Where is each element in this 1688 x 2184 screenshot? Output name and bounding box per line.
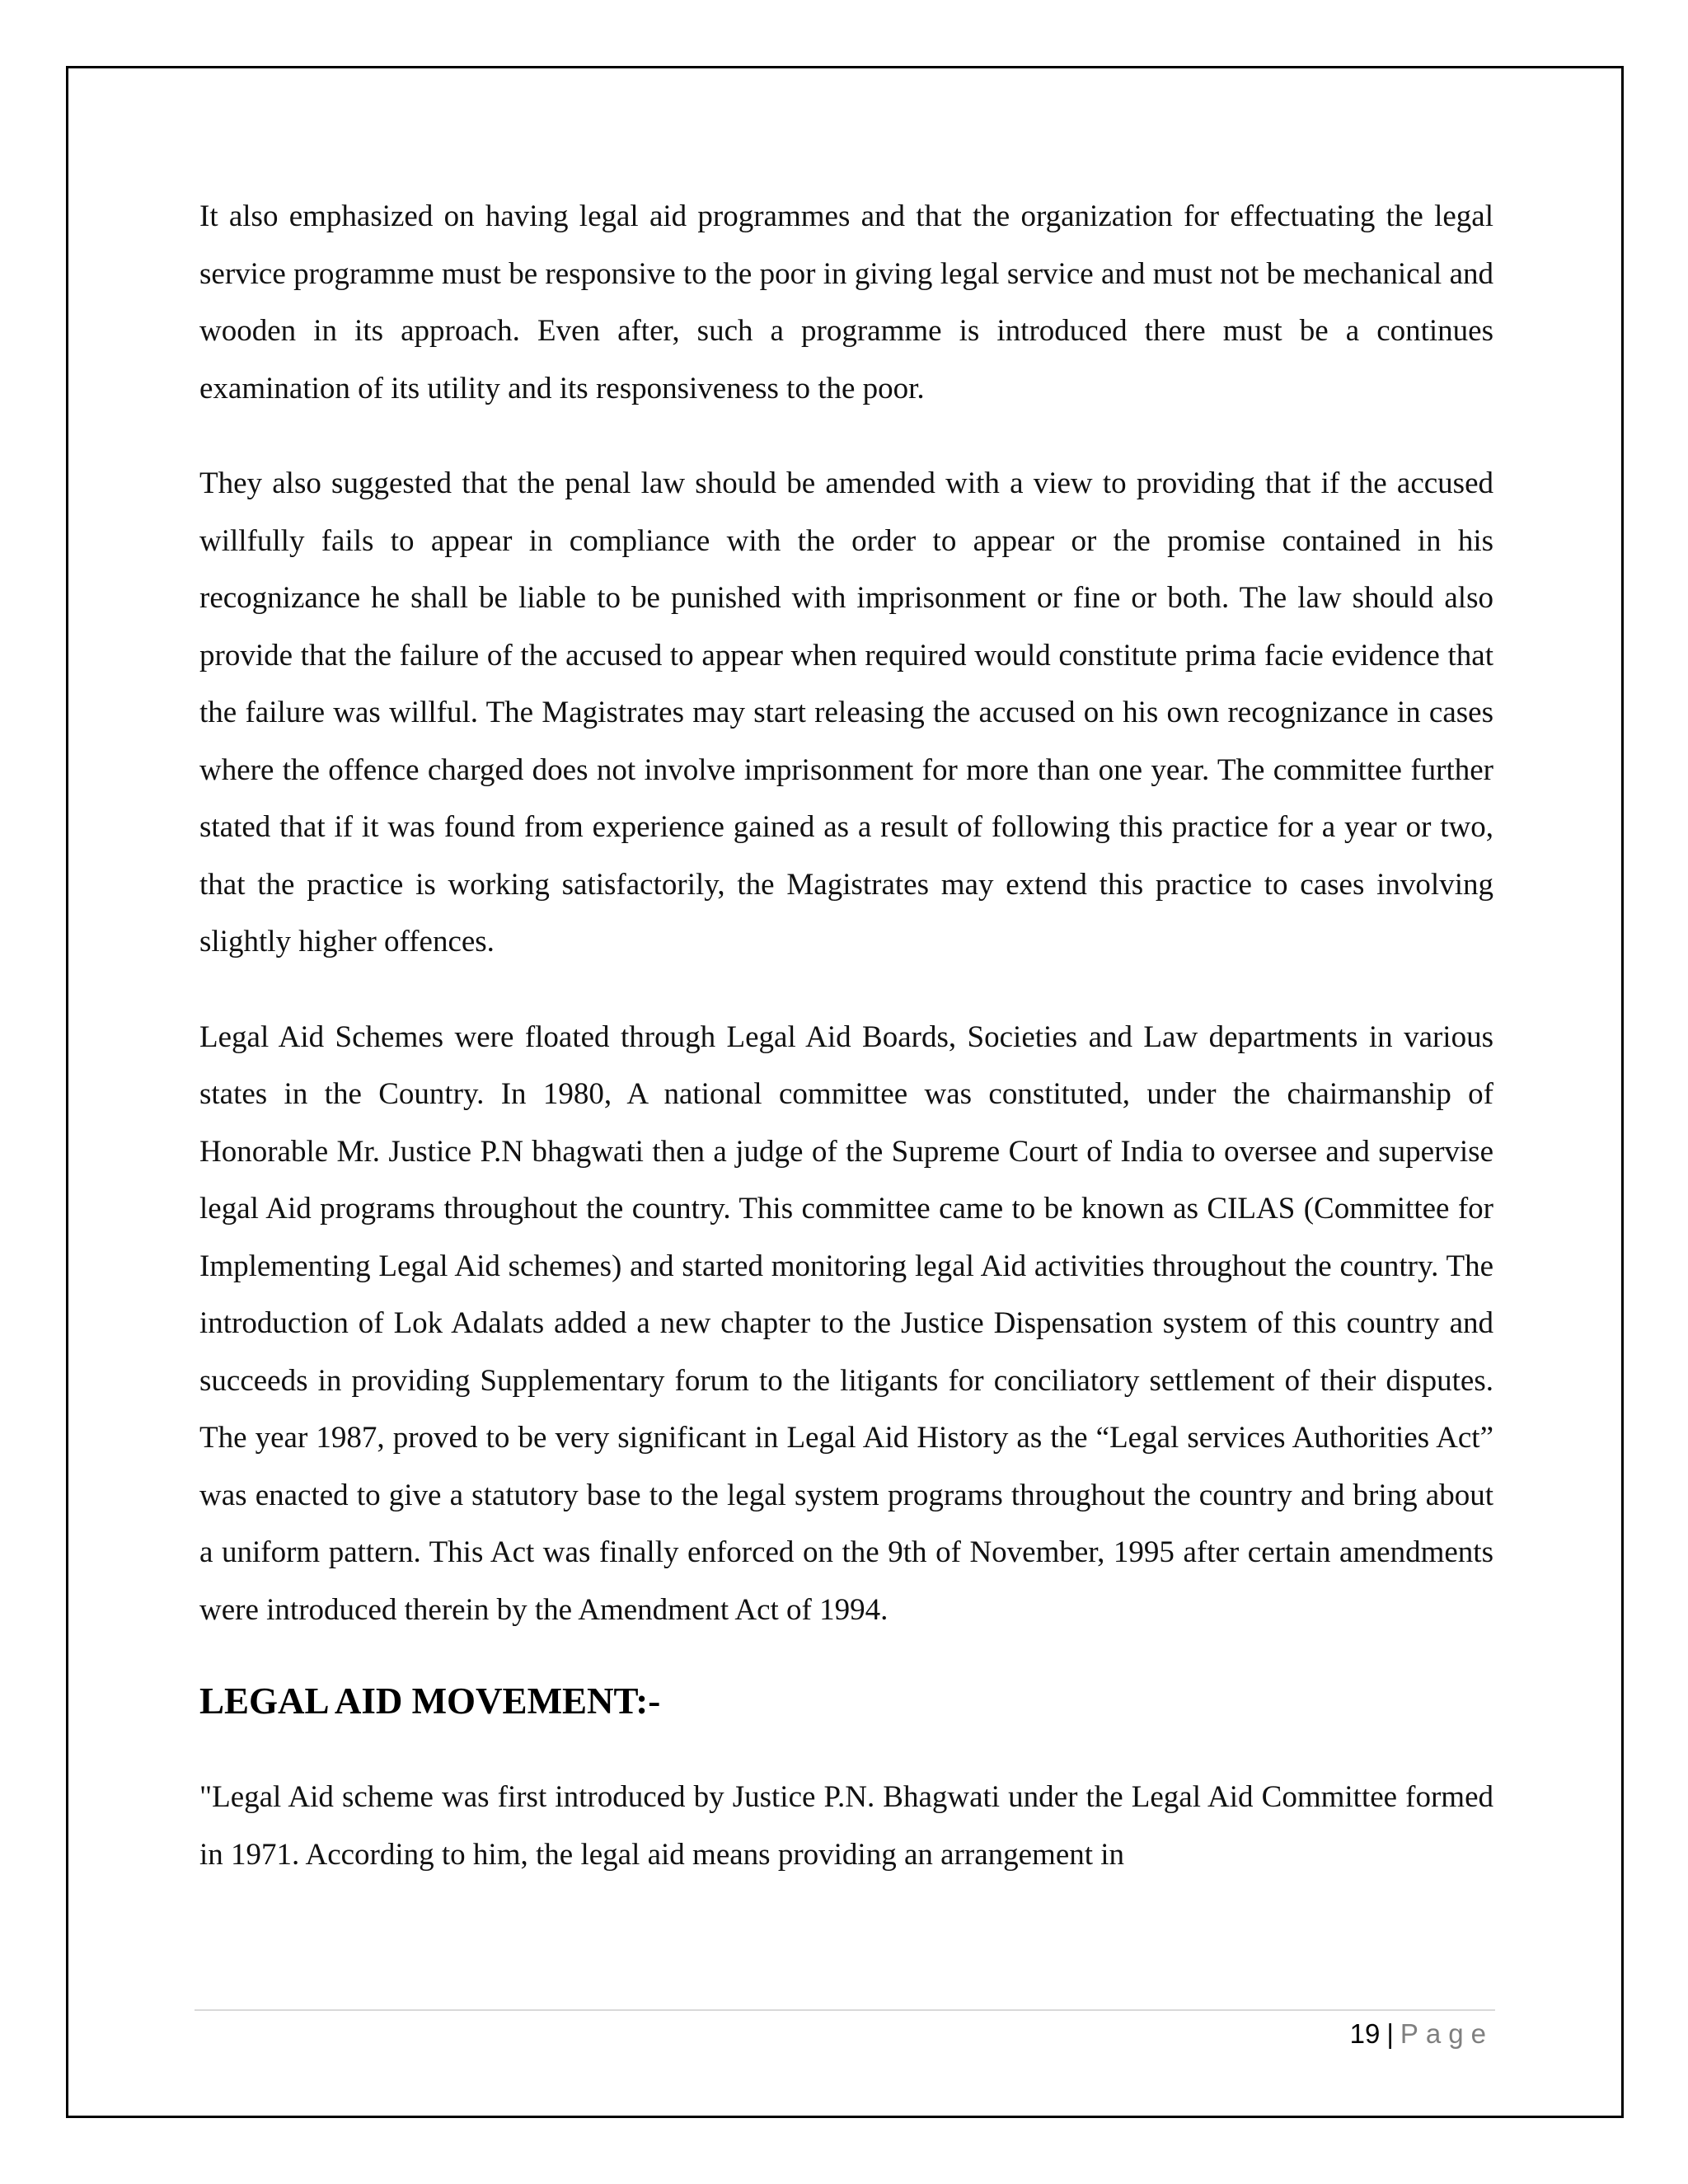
document-body: [199, 188, 1493, 1921]
paragraph-legal-aid-movement: "Legal Aid scheme was first introduced by Justice P.N. Bhagwati under the Legal Aid Committee formed in 1971. According to him, the legal aid means providing an arrangement in: [199, 1780, 1493, 1872]
footer-separator: |: [1386, 2018, 1394, 2049]
paragraph-legal-aid-schemes: Legal Aid Schemes were floated through Legal Aid Boards, Societies and Law departments in various states in the Country. In 1980, A national committee was constituted, under the chairmanship of Honorable Mr. Justice P.N bhagwati then a judge of the Supreme Court of India to oversee and supervise legal Aid programs throughout the country. This committee came to be known as CILAS (Committee for Implementing Legal Aid schemes) and started monitoring legal Aid activities throughout the country. The introduction of Lok Adalats added a new chapter to the Justice Dispensation system of this country and succeeds in providing Supplementary forum to the litigants for conciliatory settlement of their disputes. The year 1987, proved to be very significant in Legal Aid History as the “Legal services Authorities Act” was enacted to give a statutory base to the legal system programs throughout the country and bring about a uniform pattern. This Act was finally enforced on the 9th of November, 1995 after certain amendments were introduced therein by the Amendment Act of 1994.: [199, 1019, 1493, 1627]
page-label: Page: [1400, 2018, 1493, 2049]
page-number: 19: [1349, 2018, 1381, 2049]
paragraph-legal-aid-programmes: It also emphasized on having legal aid programmes and that the organization for effectuating the legal service programme must be responsive to the poor in giving legal service and must not be mechanical and wooden in its approach. Even after, such a programme is introduced there must be a continues examination of its utility and its responsiveness to the poor.: [199, 199, 1493, 405]
section-heading: LEGAL AID MOVEMENT:-: [199, 1680, 661, 1722]
page-footer: [1350, 2016, 1493, 2052]
footer-divider: [195, 2009, 1495, 2011]
paragraph-penal-law-amendment: They also suggested that the penal law should be amended with a view to providing that if the accused willfully fails to appear in compliance with the order to appear or the promise contained in his recognizance he shall be liable to be punished with imprisonment or fine or both. The law should also provide that the failure of the accused to appear when required would constitute prima facie evidence that the failure was willful. The Magistrates may start releasing the accused on his own recognizance in cases where the offence charged does not involve imprisonment for more than one year. The committee further stated that if it was found from experience gained as a result of following this practice for a year or two, that the practice is working satisfactorily, the Magistrates may extend this practice to cases involving slightly higher offences.: [199, 466, 1493, 958]
